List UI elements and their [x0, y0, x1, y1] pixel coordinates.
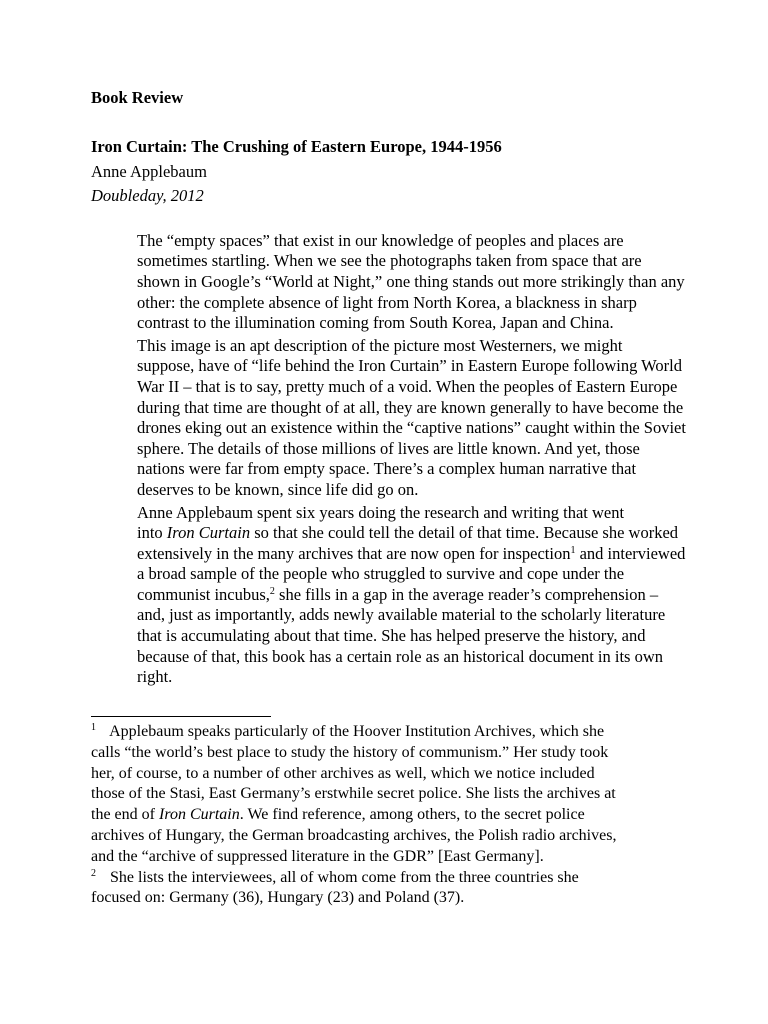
paragraph-line: suppose, have of “life behind the Iron Curtain” in Eastern Europe following World — [137, 356, 683, 376]
paragraph-line: sphere. The details of those millions of lives are little known. And yet, those — [137, 438, 640, 458]
paragraph-3 — [91, 502, 686, 688]
footnote-line: calls “the world’s best place to study the history of communism.” Her study took — [91, 743, 609, 761]
book-title-reference: Iron Curtain — [158, 806, 240, 824]
text-run: she fills in a gap in the average reader’s comprehension – — [274, 584, 659, 604]
publisher: Doubleday, 2012 — [91, 186, 204, 206]
paragraph-line: drones eking out an existence within the “captive nations” caught within the Soviet — [137, 418, 686, 438]
footnote-number: 2 — [91, 867, 96, 879]
body-text — [91, 230, 686, 688]
author: Anne Applebaum — [91, 161, 207, 181]
paragraph-line: deserves to be known, since life did go on. — [137, 479, 419, 499]
paragraph-line: nations were far from empty space. There’s a complex human narrative that — [137, 459, 637, 479]
footnote-ref-2: 2 — [269, 585, 275, 597]
footnotes — [91, 722, 679, 909]
text-run: Applebaum speaks particularly of the Hoover Institution Archives, which she — [109, 723, 605, 740]
document-page — [91, 88, 686, 690]
paragraph-line: sometimes startling. When we see the photographs taken from space that are — [137, 251, 642, 271]
text-run: and interviewed — [575, 543, 686, 563]
footnote-line: those of the Stasi, East Germany’s erstwhile secret police. She lists the archives at — [91, 785, 616, 803]
paragraph-line — [91, 585, 679, 606]
footnote-number: 1 — [91, 722, 96, 733]
paragraph-line: other: the complete absence of light from North Korea, a blackness in sharp — [137, 292, 637, 312]
paragraph-line: that is accumulating about that time. She has helped preserve the history, and — [137, 626, 646, 646]
footnote-line: her, of course, to a number of other archives as well, which we notice included — [91, 764, 595, 782]
text-run: communist incubus, — [137, 584, 270, 604]
footnote-line: archives of Hungary, the German broadcasting archives, the Polish radio archives, — [91, 826, 617, 844]
book-title: Iron Curtain: The Crushing of Eastern Europe, 1944-1956 — [91, 137, 502, 156]
footnote-2 — [91, 868, 679, 910]
footnote-divider — [91, 716, 271, 717]
footnote-line — [91, 722, 679, 743]
book-title-reference: Iron Curtain — [166, 523, 251, 543]
footnote-line: and the “archive of suppressed literature in the GDR” [East Germany]. — [91, 847, 544, 865]
text-run: into — [137, 523, 167, 543]
paragraph-2 — [91, 335, 686, 501]
section-label: Book Review — [91, 88, 184, 107]
paragraph-line: War II – that is to say, pretty much of a void. When the peoples of Eastern Europe — [137, 376, 678, 396]
paragraph-line: contrast to the illumination coming from South Korea, Japan and China. — [137, 313, 614, 333]
footnote-1 — [91, 722, 679, 868]
paragraph-line: and, just as importantly, adds newly available material to the scholarly literature — [137, 605, 666, 625]
footnote-line — [91, 868, 679, 889]
paragraph-line — [91, 543, 686, 565]
text-run: . We find reference, among others, to the secret police — [239, 806, 585, 824]
paragraph-line: because of that, this book has a certain role as an historical document in its own — [137, 646, 664, 666]
paragraph-1 — [91, 230, 685, 334]
paragraph-line — [91, 523, 679, 544]
paragraph-line: during that time are thought of at all, they are known generally to have become the — [137, 397, 684, 417]
paragraph-line: shown in Google’s “World at Night,” one thing stands out more strikingly than any — [137, 271, 685, 291]
text-run: so that she could tell the detail of that time. Because she worked — [250, 523, 679, 543]
text-run: She lists the interviewees, all of whom come from the three countries she — [110, 868, 579, 886]
text-run: extensively in the many archives that are now open for inspection — [137, 543, 571, 563]
paragraph-line: The “empty spaces” that exist in our knowledge of peoples and places are — [137, 230, 624, 250]
paragraph-line: Anne Applebaum spent six years doing the research and writing that went — [137, 502, 625, 522]
paragraph-line: right. — [137, 667, 173, 687]
text-run: the end of — [91, 806, 159, 824]
paragraph-line: This image is an apt description of the picture most Westerners, we might — [137, 335, 623, 355]
footnote-line: focused on: Germany (36), Hungary (23) and Poland (37). — [91, 889, 465, 907]
footnote-line — [91, 805, 679, 826]
footnote-ref-1: 1 — [570, 544, 576, 556]
paragraph-line: a broad sample of the people who struggled to survive and cope under the — [137, 564, 625, 584]
